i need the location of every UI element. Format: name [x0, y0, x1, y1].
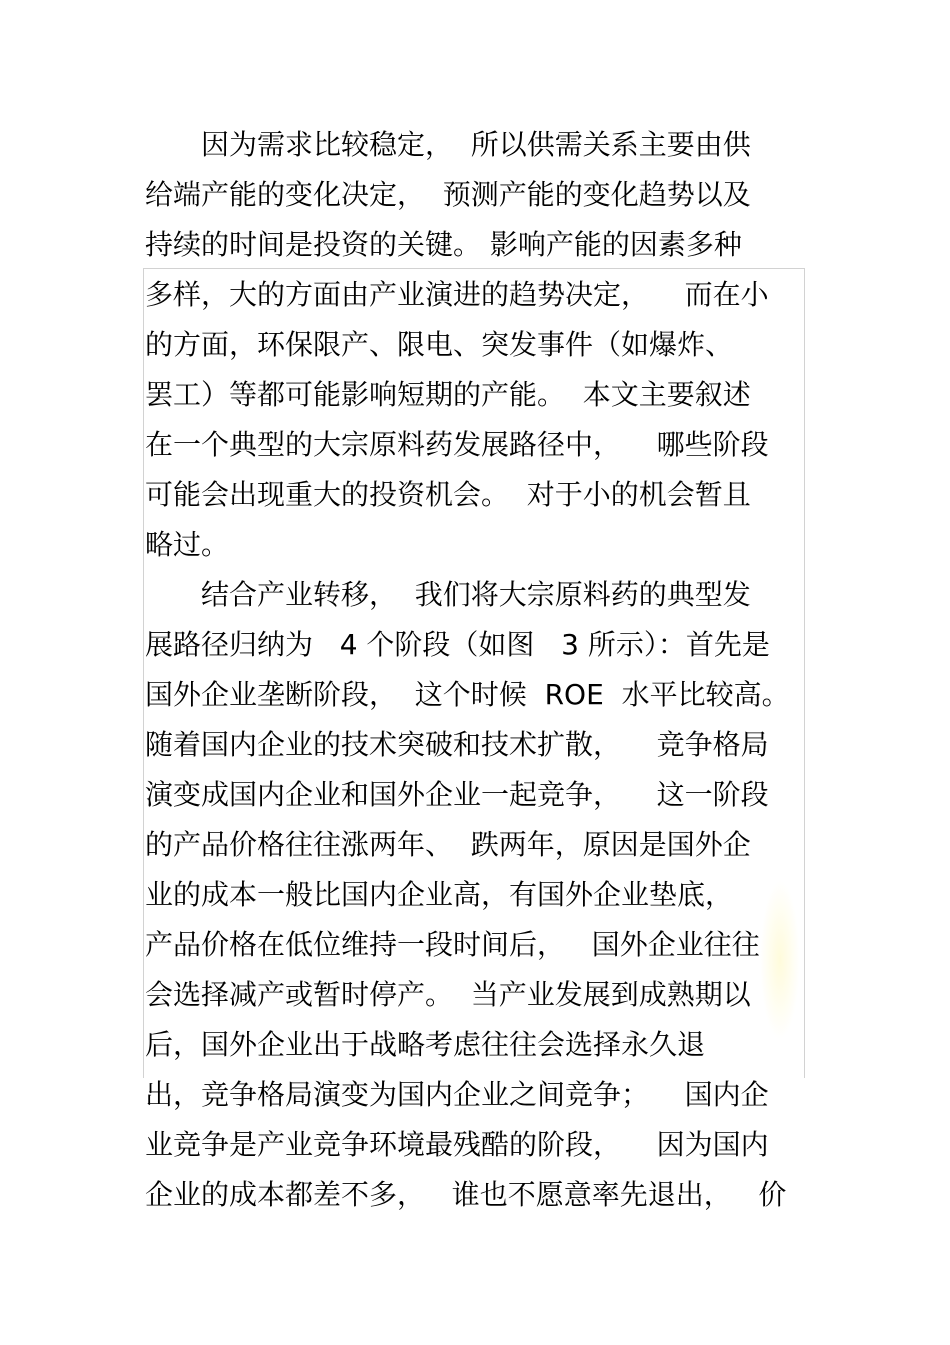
- text-line: 略过。: [145, 528, 230, 561]
- text-line: 因为需求比较稳定， 所以供需关系主要由供: [145, 128, 751, 161]
- text-line: 展路径归纳为 4 个阶段（如图 3 所示）：首先是: [145, 628, 770, 661]
- text-line: 产品价格在低位维持一段时间后， 国外企业往往: [145, 928, 760, 961]
- text-line: 业的成本一般比国内企业高，有国外企业垫底，: [145, 878, 734, 911]
- body-text: [145, 120, 805, 1220]
- text-line: 给端产能的变化决定， 预测产能的变化趋势以及: [145, 178, 751, 211]
- text-line: 罢工）等都可能影响短期的产能。 本文主要叙述: [145, 378, 751, 411]
- text-line: 的方面，环保限产、限电、突发事件（如爆炸、: [145, 328, 734, 361]
- text-line: 可能会出现重大的投资机会。 对于小的机会暂且: [145, 478, 751, 511]
- text-line: 后，国外企业出于战略考虑往往会选择永久退: [145, 1028, 706, 1061]
- text-line: 多样，大的方面由产业演进的趋势决定， 而在小: [145, 278, 769, 311]
- frame-left-border: [143, 268, 144, 1078]
- text-line: 持续的时间是投资的关键。 影响产能的因素多种: [145, 228, 742, 261]
- text-line: 在一个典型的大宗原料药发展路径中， 哪些阶段: [145, 428, 769, 461]
- text-line: 出，竞争格局演变为国内企业之间竞争； 国内企: [145, 1078, 769, 1111]
- text-line: 随着国内企业的技术突破和技术扩散， 竞争格局: [145, 728, 769, 761]
- text-line: 演变成国内企业和国外企业一起竞争， 这一阶段: [145, 778, 769, 811]
- text-line: 的产品价格往往涨两年、 跌两年，原因是国外企: [145, 828, 751, 861]
- text-line: 会选择减产或暂时停产。 当产业发展到成熟期以: [145, 978, 751, 1011]
- text-line: 企业的成本都差不多， 谁也不愿意率先退出， 价: [145, 1178, 787, 1211]
- text-line: 结合产业转移， 我们将大宗原料药的典型发: [145, 578, 751, 611]
- text-line: 业竞争是产业竞争环境最残酷的阶段， 因为国内: [145, 1128, 769, 1161]
- text-line: 国外企业垄断阶段， 这个时候 ROE 水平比较高。: [145, 678, 790, 711]
